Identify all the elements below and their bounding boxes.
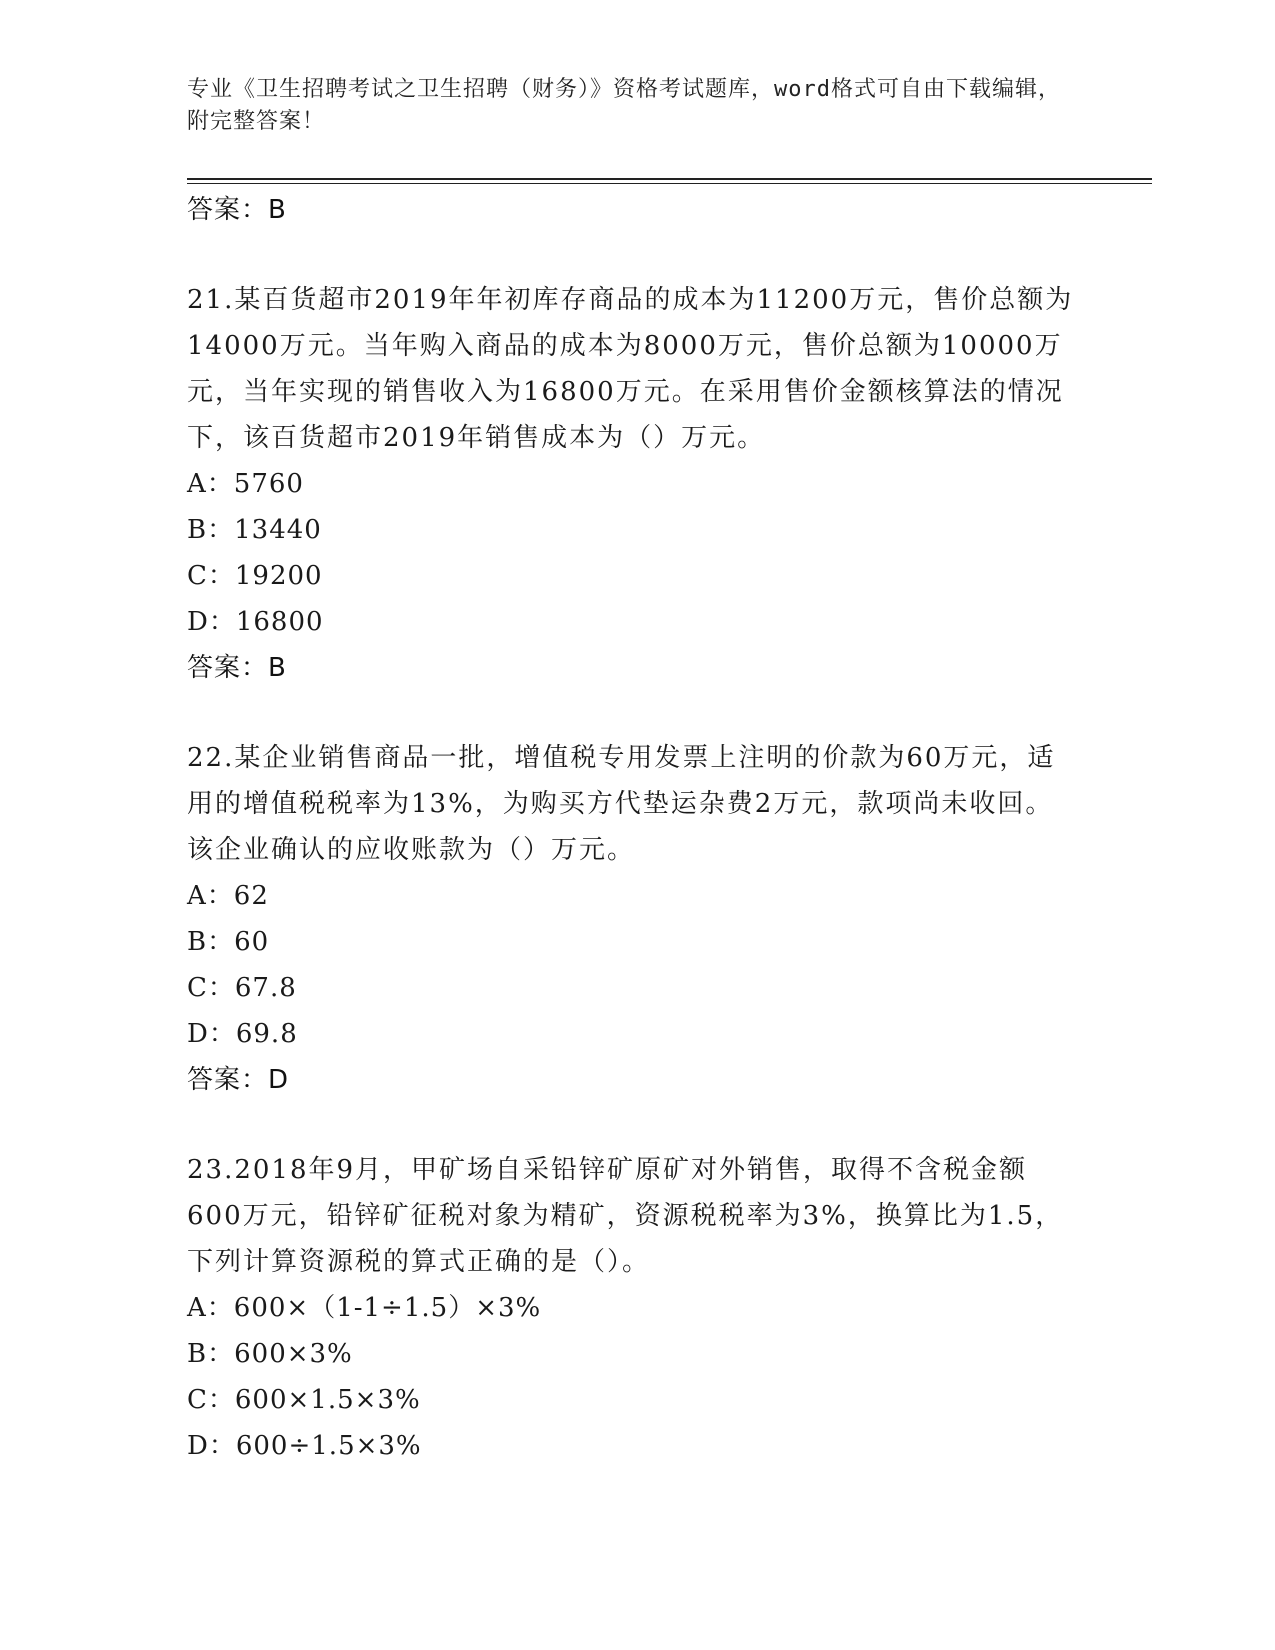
question-answer: 答案：B [187,653,287,683]
question-stem: 21.某百货超市2019年年初库存商品的成本为11200万元，售价总额为14000万元。当年购入商品的成本为8000万元，售价总额为10000万元，当年实现的销售收入为16800万元。在采用售价金额核算法的情况下，该百货超市2019年销售成本为（）万元。 [187,285,1074,453]
option-b: B：13440 [187,515,322,545]
header-divider-thin [187,183,1152,184]
question-answer: 答案：D [187,1065,290,1095]
header-divider-thick [187,178,1152,180]
previous-answer: 答案：B [187,195,287,225]
question-21 [187,277,1077,691]
option-c: C：67.8 [187,973,297,1003]
question-stem: 22.某企业销售商品一批，增值税专用发票上注明的价款为60万元，适用的增值税税率为13%，为购买方代垫运杂费2万元，款项尚未收回。该企业确认的应收账款为（）万元。 [187,743,1056,865]
option-d: D：16800 [187,607,324,637]
option-a: A：600×（1-1÷1.5）×3% [187,1293,542,1323]
question-list [187,187,1077,1469]
option-d: D：69.8 [187,1019,298,1049]
option-a: A：62 [187,881,269,911]
option-c: C：600×1.5×3% [187,1385,421,1415]
option-a: A：5760 [187,469,304,499]
question-22 [187,735,1077,1103]
option-d: D：600÷1.5×3% [187,1431,422,1461]
option-b: B：60 [187,927,270,957]
question-stem: 23.2018年9月，甲矿场自采铅锌矿原矿对外销售，取得不含税金额600万元，铅锌矿征税对象为精矿，资源税税率为3%，换算比为1.5，下列计算资源税的算式正确的是（）。 [187,1155,1064,1277]
option-c: C：19200 [187,561,323,591]
page-header-text: 专业《卫生招聘考试之卫生招聘（财务）》资格考试题库，word格式可自由下载编辑，附完整答案！ [187,77,1061,134]
option-b: B：600×3% [187,1339,353,1369]
question-23 [187,1147,1077,1469]
